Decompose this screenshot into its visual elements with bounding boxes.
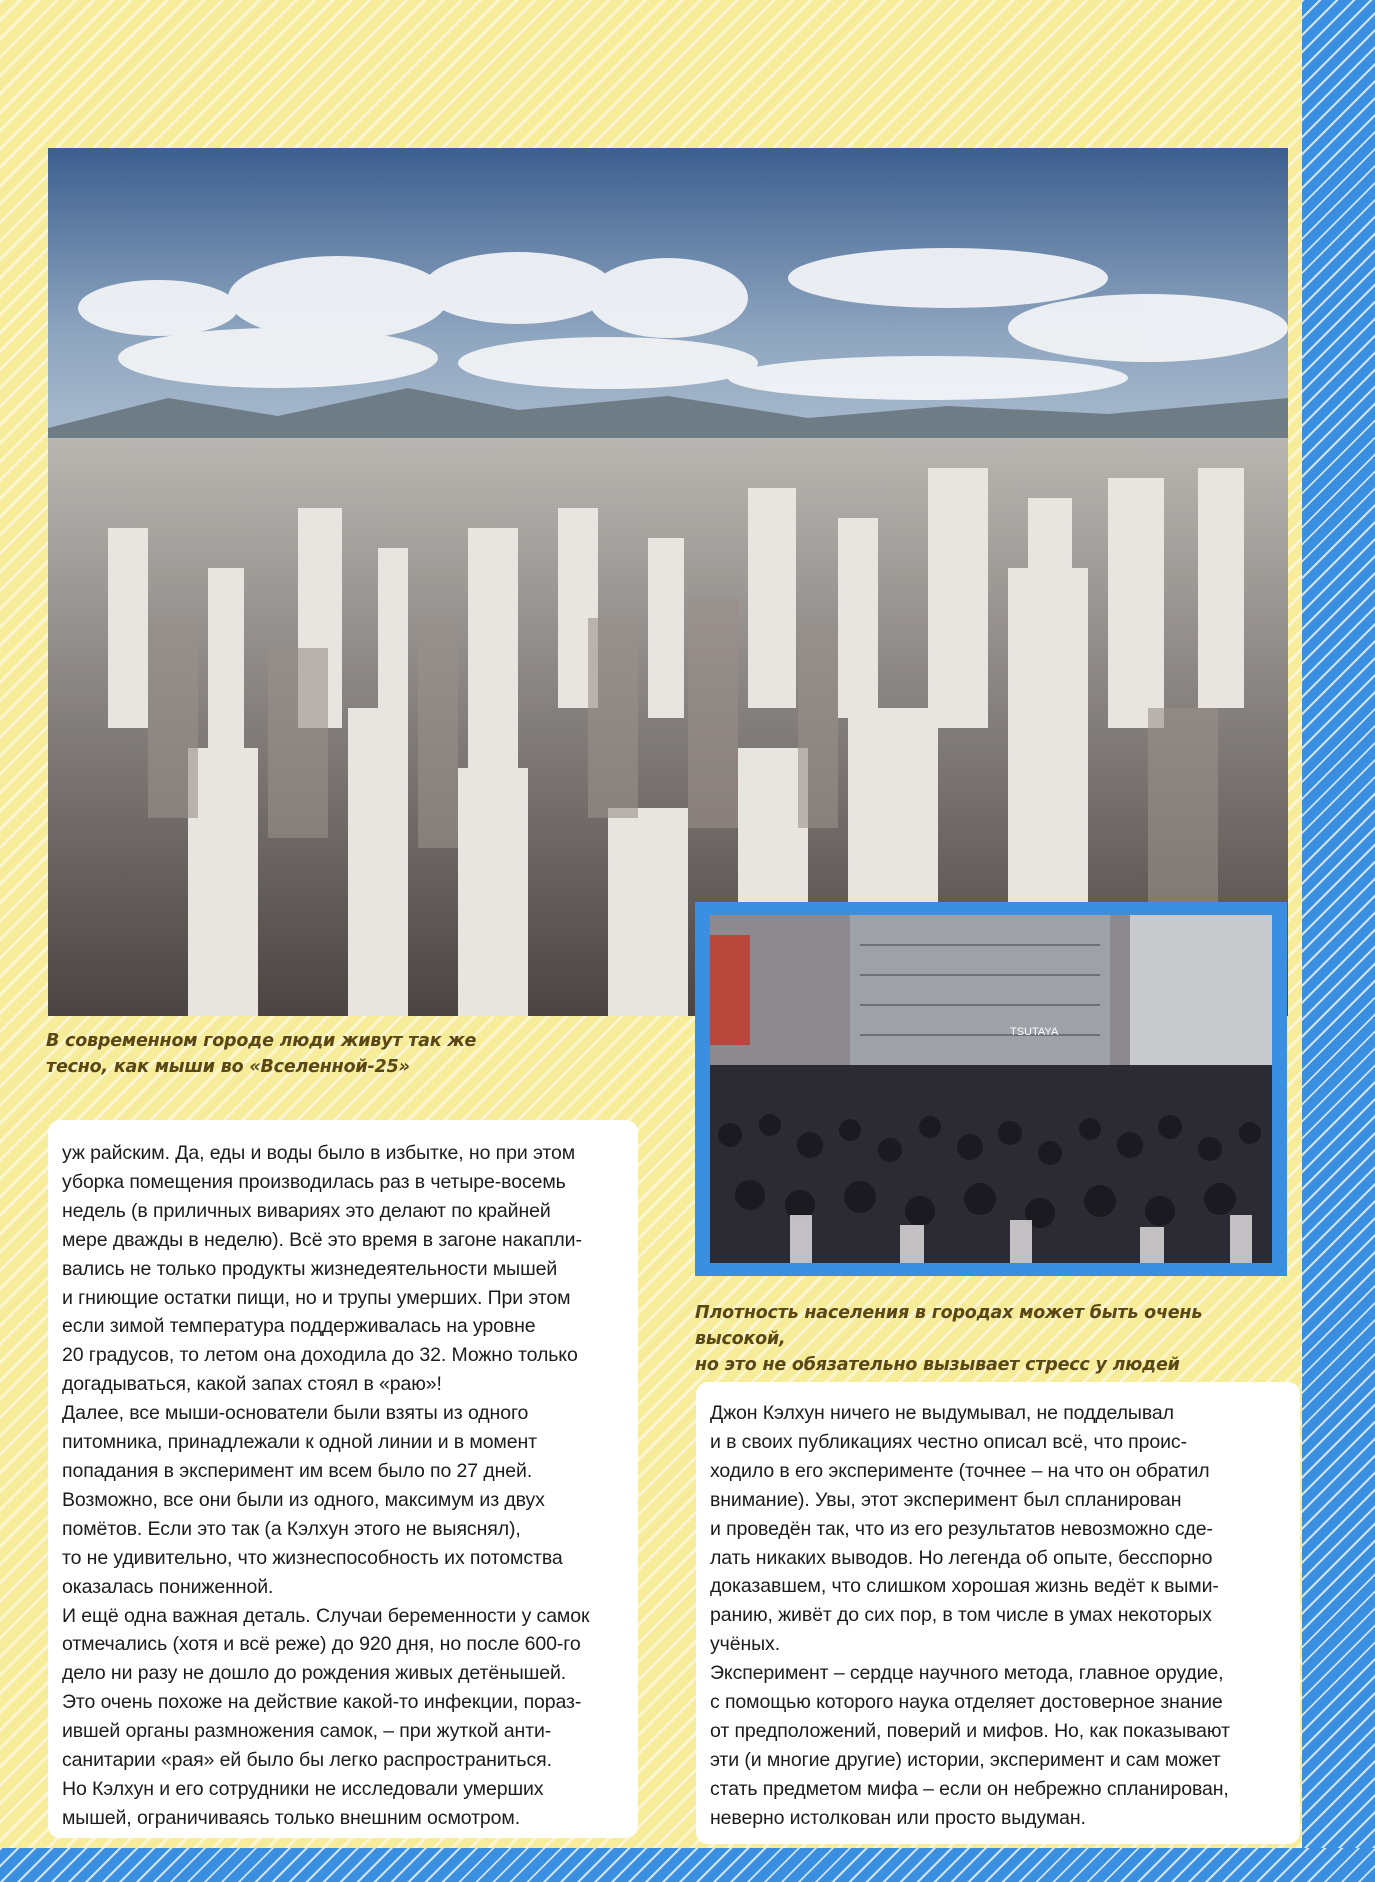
city-skyline-photo	[48, 148, 1288, 1016]
tsutaya-sign: TSUTAYA	[1010, 1026, 1059, 1038]
crowd-photo-frame	[695, 902, 1287, 1276]
article-paragraph: Джон Кэлхун ничего не выдумывал, не подделывал и в своих публикациях честно описал всё, что проис- ходило в его эксперименте (точнее – на что он обратил внимание). Увы, этот эксперимент был спланирован и проведён так, что из его результатов невозможно сде- лать никаких выводов. Но легенда об опыте, бесспорно доказавшем, что слишком хорошая жизнь ведёт к выми- ранию, живёт до сих пор, в том числе в умах некоторых учёных.	[710, 1402, 1219, 1656]
city-skyline-illustration	[48, 148, 1288, 1016]
article-column-left	[48, 1120, 638, 1838]
crowd-photo-caption	[695, 1300, 1295, 1378]
skyline-photo-caption	[46, 1028, 606, 1080]
decorative-blue-stripe-bottom	[0, 1848, 1375, 1882]
skyline-caption-text: В современном городе люди живут так же тесно, как мыши во «Вселенной-25»	[46, 1031, 477, 1077]
article-paragraph: И ещё одна важная деталь. Случаи беременности у самок отмечались (хотя и всё реже) до 920 дня, но после 600-го дело ни разу не дошло до рождения живых детёнышей. Это очень похоже на действие какой-то инфекции, пораз- ившей органы размножения самок, – при жуткой анти- санитарии «рая» ей было бы легко распространиться. Но Кэлхун и его сотрудники не исследовали умерших мышей, ограничиваясь только внешним осмотром.	[62, 1604, 590, 1829]
article-paragraph: Далее, все мыши-основатели были взяты из одного питомника, принадлежали к одной линии и в момент попадания в эксперимент им всем было по 27 дней. Возможно, все они были из одного, максимум из двух помётов. Если это так (а Кэлхун этого не выяснял), то не удивительно, что жизнеспособность их потомства оказалась пониженной.	[62, 1402, 563, 1598]
crowd-photo	[710, 915, 1272, 1263]
crowd-caption-text: Плотность населения в городах может быть очень высокой, но это не обязательно вызывает стресс у людей	[695, 1303, 1203, 1375]
article-paragraph: уж райским. Да, еды и воды было в избытке, но при этом уборка помещения производилась раз в четыре-восемь недель (в приличных вивариях это делают по крайней мере дважды в неделю). Всё это время в загоне накапли- вались не только продукты жизнедеятельности мышей и гниющие остатки пищи, но и трупы умерших. При этом если зимой температура поддерживалась на уровне 20 градусов, то летом она доходила до 32. Можно только догадываться, какой запах стоял в «раю»!	[62, 1142, 582, 1396]
decorative-blue-stripe-right	[1302, 0, 1375, 1882]
article-column-right	[696, 1382, 1300, 1844]
article-paragraph: Эксперимент – сердце научного метода, главное орудие, с помощью которого наука отделяет достоверное знание от предположений, поверий и мифов. Но, как показывают эти (и многие другие) истории, эксперимент и сам может стать предметом мифа – если он небрежно спланирован, неверно истолкован или просто выдуман.	[710, 1662, 1230, 1829]
crowd-illustration	[710, 915, 1272, 1263]
